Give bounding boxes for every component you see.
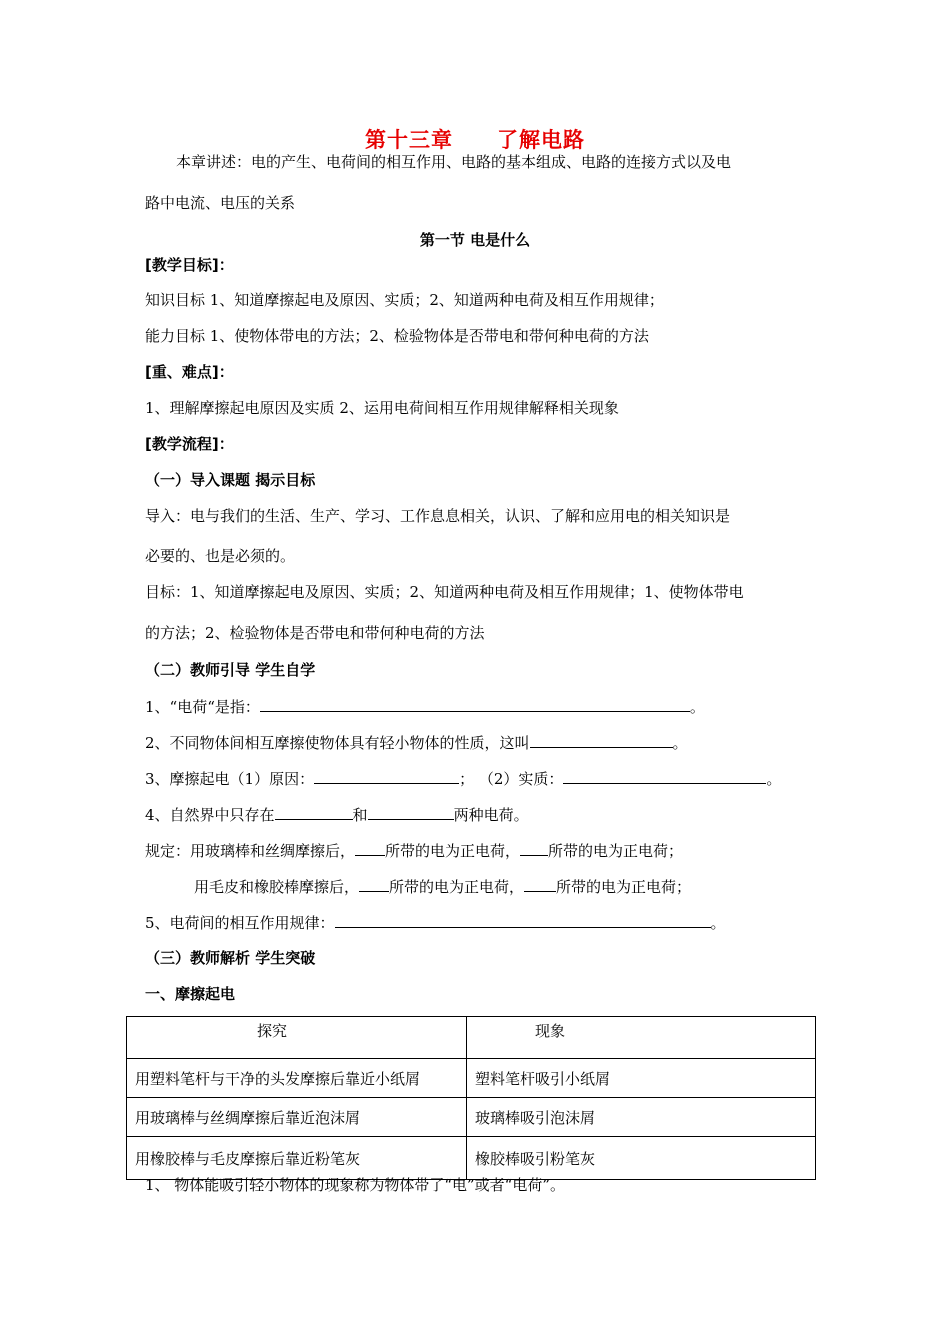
table-row	[127, 1059, 816, 1098]
rule-1-mid: 所带的电为正电荷，	[385, 842, 521, 860]
question-1-prefix: 1、“电荷“是指：	[145, 698, 260, 716]
question-5-prefix: 5、电荷间的相互作用规律：	[145, 914, 335, 932]
question-4-and: 和	[352, 806, 368, 824]
question-2-blank[interactable]	[530, 732, 673, 748]
rule-line-1	[145, 840, 683, 861]
chapter-name: 了解电路	[497, 128, 585, 152]
question-4-suffix: 两种电荷。	[453, 806, 529, 824]
question-3-blank-cause[interactable]	[314, 768, 459, 784]
intro-text-1: 导入：电与我们的生活、生产、学习、工作息息相关，认识、了解和应用电的相关知识是	[145, 507, 731, 525]
question-3-prefix: 3、摩擦起电（1）原因：	[145, 770, 315, 788]
chapter-number: 第十三章	[365, 128, 453, 152]
rule-1-prefix: 规定：用玻璃棒和丝绸摩擦后，	[145, 842, 356, 860]
question-3	[145, 768, 781, 789]
section-title: 第一节 电是什么	[419, 231, 531, 249]
rule-2-mid: 所带的电为正电荷，	[389, 878, 525, 896]
table-cell-phenomenon: 塑料笔杆吸引小纸屑	[467, 1059, 816, 1098]
table-cell-phenomenon: 玻璃棒吸引泡沫屑	[467, 1098, 816, 1137]
table-cell-phenomenon: 橡胶棒吸引粉笔灰	[467, 1137, 816, 1180]
question-4-prefix: 4、自然界中只存在	[145, 806, 275, 824]
friction-table	[126, 1016, 816, 1180]
question-2-period: 。	[672, 734, 688, 752]
part1-heading: （一）导入课题 揭示目标	[145, 471, 316, 489]
question-1-period: 。	[689, 698, 705, 716]
question-2	[145, 732, 688, 753]
conclusion-text: 1、 物体能吸引轻小物体的现象称为物体带了“电”或者“电荷”。	[145, 1176, 565, 1194]
rule-1-blank-2[interactable]	[520, 840, 548, 856]
question-3-blank-essence[interactable]	[563, 768, 766, 784]
table-header-phenomenon: 现象	[467, 1017, 816, 1059]
knowledge-goal: 知识目标 1、知道摩擦起电及原因、实质；2、知道两种电荷及相互作用规律；	[145, 291, 664, 309]
table-cell-explore: 用橡胶棒与毛皮摩擦后靠近粉笔灰	[127, 1137, 467, 1180]
intro-text-2: 必要的、也是必须的。	[145, 547, 296, 565]
question-5-blank[interactable]	[335, 912, 711, 928]
question-4-blank-2[interactable]	[368, 804, 454, 820]
rule-line-2	[194, 876, 691, 897]
rule-2-end: 所带的电为正电荷；	[556, 878, 692, 896]
question-4	[145, 804, 529, 825]
process-heading: [教学流程]：	[145, 435, 234, 453]
question-2-prefix: 2、不同物体间相互摩擦使物体具有轻小物体的性质，这叫	[145, 734, 530, 752]
goal-text-1: 目标：1、知道摩擦起电及原因、实质；2、知道两种电荷及相互作用规律；1、使物体带电	[145, 583, 744, 601]
sub1-heading: 一、摩擦起电	[145, 985, 236, 1003]
part3-heading: （三）教师解析 学生突破	[145, 949, 316, 967]
rule-2-prefix: 用毛皮和橡胶棒摩擦后，	[194, 878, 360, 896]
question-1	[145, 696, 705, 717]
intro-line-2: 路中电流、电压的关系	[145, 194, 296, 212]
question-4-blank-1[interactable]	[275, 804, 353, 820]
key-points-heading: [重、难点]：	[145, 363, 234, 381]
chapter-title	[0, 124, 950, 154]
question-3-period: 。	[766, 770, 782, 788]
table-cell-explore: 用塑料笔杆与干净的头发摩擦后靠近小纸屑	[127, 1059, 467, 1098]
table-row	[127, 1137, 816, 1180]
rule-2-blank-2[interactable]	[524, 876, 556, 892]
goals-heading: [教学目标]：	[145, 256, 234, 274]
table-row	[127, 1098, 816, 1137]
key-points-text: 1、理解摩擦起电原因及实质 2、运用电荷间相互作用规律解释相关现象	[145, 399, 619, 417]
question-1-blank[interactable]	[260, 696, 690, 712]
table-header-row	[127, 1017, 816, 1059]
rule-1-blank-1[interactable]	[355, 840, 385, 856]
rule-1-end: 所带的电为正电荷；	[548, 842, 684, 860]
part2-heading: （二）教师引导 学生自学	[145, 661, 316, 679]
question-3-mid: ； （2）实质：	[459, 770, 564, 788]
table-cell-explore: 用玻璃棒与丝绸摩擦后靠近泡沫屑	[127, 1098, 467, 1137]
goal-text-2: 的方法；2、检验物体是否带电和带何种电荷的方法	[145, 624, 485, 642]
rule-2-blank-1[interactable]	[359, 876, 389, 892]
question-5	[145, 912, 726, 933]
table-header-explore: 探究	[127, 1017, 467, 1059]
ability-goal: 能力目标 1、使物体带电的方法；2、检验物体是否带电和带何种电荷的方法	[145, 327, 649, 345]
question-5-period: 。	[710, 914, 726, 932]
intro-line-1: 本章讲述：电的产生、电荷间的相互作用、电路的基本组成、电路的连接方式以及电	[176, 153, 732, 171]
